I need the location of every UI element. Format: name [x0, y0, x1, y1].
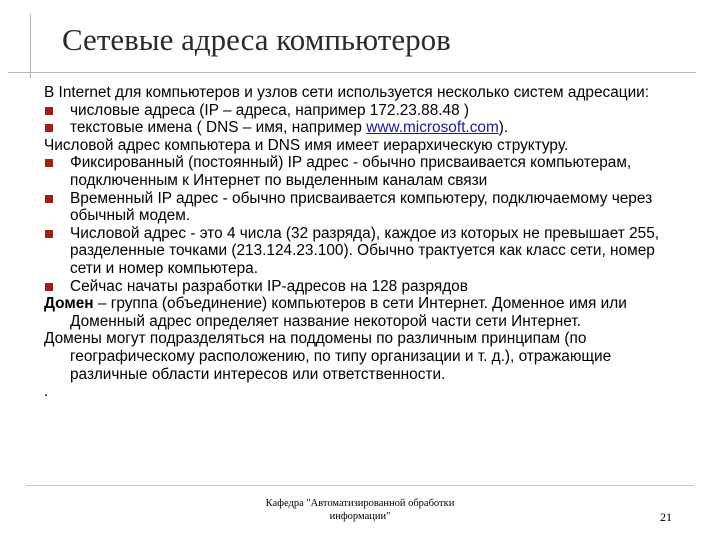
bullet-temporary-ip: [44, 190, 684, 225]
bullet-fixed-ip: [44, 154, 684, 189]
slide-content: [44, 84, 684, 401]
bullet-text: числовые адреса (IP – адреса, например 172.23.88.48 ): [70, 101, 470, 119]
bullet-text: текстовые имена ( DNS – имя, например: [70, 119, 367, 137]
page-number: 21: [660, 510, 672, 524]
footer-line-2: информации": [329, 511, 391, 522]
square-bullet-icon: [45, 230, 53, 238]
bullet-text-end: ).: [498, 119, 509, 137]
bullet-ipv6: [44, 278, 684, 296]
bullet-text: Числовой адрес - это 4 числа (32 разряда), каждое из которых не превышает 255, разделенные точками (213.124.23.100). Обычно трактуется как класс сети, номер сети и номер компьютера.: [70, 224, 660, 277]
bullet-text: Временный IP адрес - обычно присваивается компьютеру, подключаемому через обычный модем.: [70, 189, 653, 225]
bullet-text: Фиксированный (постоянный) IP адрес - обычно присваивается компьютерам, подключенным к Интернет по выделенным каналам связи: [70, 154, 632, 189]
paragraph-subdomains: Домены могут подразделяться на поддомены по различным принципам (по географическому расположению, по типу организации и т. д.), отражающие различные области интересов или ответственности.: [44, 330, 612, 383]
footer-divider: [26, 485, 694, 486]
square-bullet-icon: [45, 283, 53, 291]
paragraph-dot: .: [44, 383, 49, 401]
bullet-numeric-addresses: [44, 102, 684, 120]
square-bullet-icon: [45, 124, 53, 132]
microsoft-link[interactable]: www.microsoft.com: [366, 119, 499, 137]
frame-vertical-line: [30, 14, 31, 78]
square-bullet-icon: [45, 107, 53, 115]
bullet-text: Сейчас начаты разработки IP-адресов на 128 разрядов: [70, 277, 468, 295]
frame-horizontal-line: [8, 72, 696, 73]
square-bullet-icon: [45, 195, 53, 203]
domain-term: Домен: [44, 295, 94, 313]
square-bullet-icon: [45, 159, 53, 167]
bullet-text-names: [44, 119, 684, 137]
paragraph-intro: В Internet для компьютеров и узлов сети используется несколько систем адресации:: [44, 84, 650, 101]
slide-title: Сетевые адреса компьютеров: [62, 22, 451, 57]
footer-line-1: Кафедра "Автоматизированной обработки: [265, 498, 455, 509]
paragraph-domain: [44, 295, 684, 330]
bullet-numeric-format: [44, 225, 684, 278]
footer-department: [236, 497, 484, 523]
domain-definition: – группа (объединение) компьютеров в сети Интернет. Доменное имя или Доменный адрес определяет название некоторой части сети Интернет.: [70, 295, 627, 330]
paragraph-hierarchy: Числовой адрес компьютера и DNS имя имеет иерархическую структуру.: [44, 136, 569, 154]
